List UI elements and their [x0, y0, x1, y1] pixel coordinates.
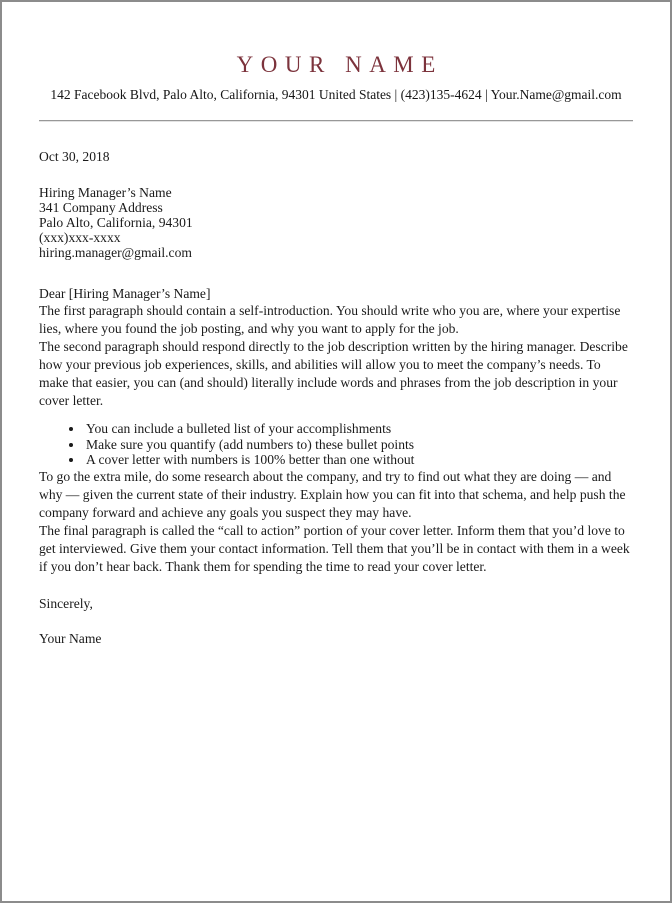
- bullet-item: • You can include a bulleted list of your accomplishments: [84, 421, 633, 437]
- recipient-line-phone: (xxx)xxx-xxxx: [39, 230, 121, 245]
- header-divider: [39, 120, 633, 122]
- recipient-line-city: Palo Alto, California, 94301: [39, 215, 193, 230]
- bullet-item: • Make sure you quantify (add numbers to) these bullet points: [84, 437, 633, 453]
- date-line: Oct 30, 2018: [39, 149, 110, 164]
- letter-body: [39, 149, 633, 647]
- bullet-list: [39, 421, 633, 468]
- recipient-line-name: Hiring Manager’s Name: [39, 185, 172, 200]
- recipient-line-address: 341 Company Address: [39, 200, 163, 215]
- paragraph-call-to-action: The final paragraph is called the “call to action” portion of your cover letter. Inform them that you’d love to get interviewed. Give them your contact information. Tell them that you’ll be in contact with them in a week if you don’t hear back. Thank them for spending the time to read your cover letter.: [39, 522, 630, 574]
- signature-name: Your Name: [39, 630, 102, 646]
- paragraph-introduction: The first paragraph should contain a self-introduction. You should write who you are, where your expertise lies, where you found the job posting, and why you want to apply for the job.: [39, 303, 621, 336]
- letter-content: [2, 52, 670, 647]
- paragraph-research: To go the extra mile, do some research about the company, and try to find out what they are doing — and why — given the current state of their industry. Explain how you can fit into that schema, and help push the company forward and achieve any goals you suspect they may have.: [39, 468, 626, 520]
- paragraph-body: The second paragraph should respond directly to the job description written by the hiring manager. Describe how your previous job experiences, skills, and abilities will allow you to meet the company’s needs. To make that easier, you can (and should) literally include words and phrases from the job description in your cover letter.: [39, 339, 628, 408]
- recipient-line-email: hiring.manager@gmail.com: [39, 245, 192, 260]
- bullet-item: • A cover letter with numbers is 100% better than one without: [84, 452, 633, 468]
- contact-info-line: 142 Facebook Blvd, Palo Alto, California, 94301 United States | (423)135-4624 | Your.Name@gmail.com: [50, 87, 622, 102]
- page-title: YOUR NAME: [236, 52, 443, 77]
- salutation: Dear [Hiring Manager’s Name]: [39, 286, 211, 301]
- recipient-block: [39, 185, 633, 260]
- letter-header: [39, 52, 633, 103]
- closing-line: Sincerely,: [39, 595, 93, 611]
